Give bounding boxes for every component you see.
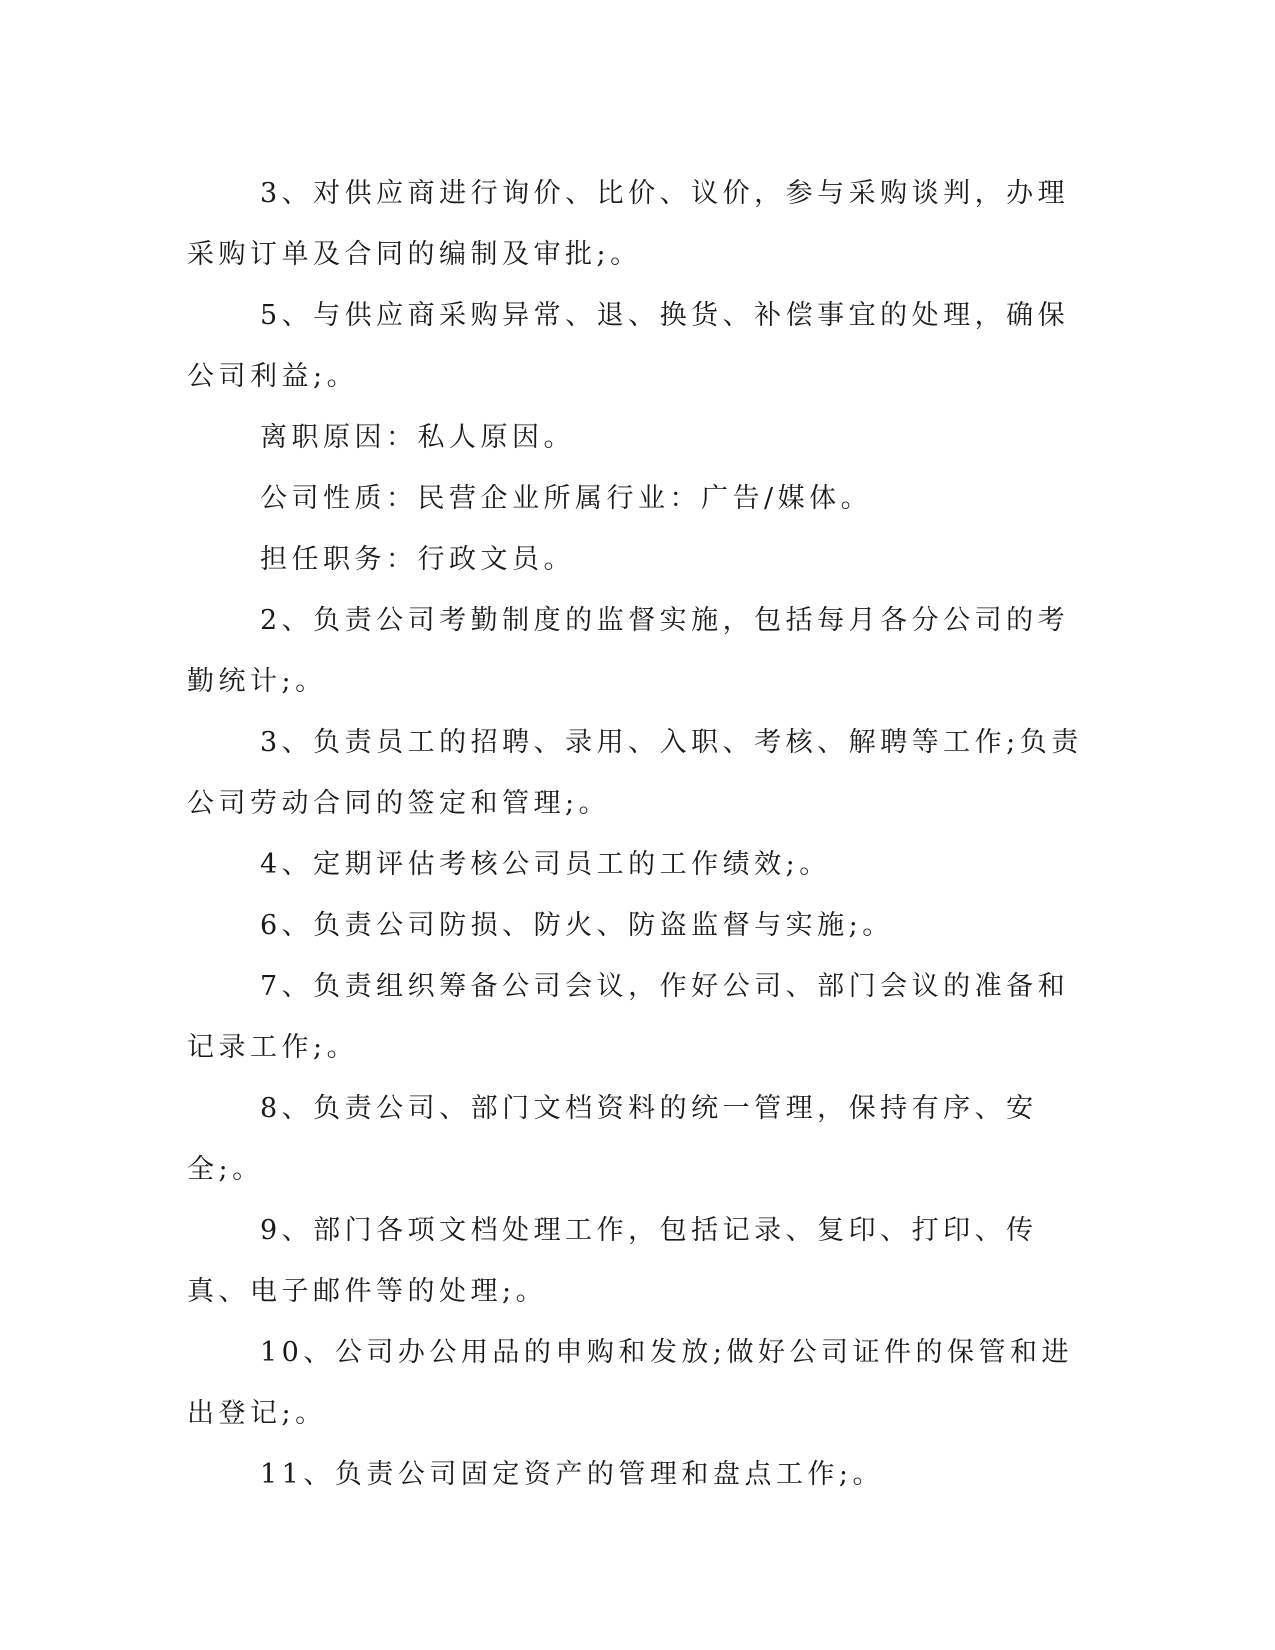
paragraph-purchase-negotiation: 3、对供应商进行询价、比价、议价，参与采购谈判，办理采购订单及合同的编制及审批;。 xyxy=(187,178,1070,270)
paragraph-meetings: 7、负责组织筹备公司会议，作好公司、部门会议的准备和记录工作;。 xyxy=(187,971,1070,1063)
paragraph-recruitment: 3、负责员工的招聘、录用、入职、考核、解聘等工作;负责公司劳动合同的签定和管理;。 xyxy=(187,727,1083,819)
paragraph-fixed-assets: 11、负责公司固定资产的管理和盘点工作;。 xyxy=(260,1459,884,1490)
paragraph-attendance: 2、负责公司考勤制度的监督实施，包括每月各分公司的考勤统计;。 xyxy=(187,605,1070,697)
paragraph-archives: 8、负责公司、部门文档资料的统一管理，保持有序、安全;。 xyxy=(187,1093,1038,1185)
paragraph-position: 担任职务：行政文员。 xyxy=(260,544,575,575)
paragraph-security: 6、负责公司防损、防火、防盗监督与实施;。 xyxy=(260,910,894,941)
paragraph-document-processing: 9、部门各项文档处理工作，包括记录、复印、打印、传真、电子邮件等的处理;。 xyxy=(187,1215,1038,1307)
document-body xyxy=(187,163,1087,1505)
paragraph-office-supplies: 10、公司办公用品的申购和发放;做好公司证件的保管和进出登记;。 xyxy=(187,1337,1073,1429)
paragraph-performance: 4、定期评估考核公司员工的工作绩效;。 xyxy=(260,849,831,880)
paragraph-leaving-reason: 离职原因：私人原因。 xyxy=(260,422,575,453)
paragraph-supplier-exceptions: 5、与供应商采购异常、退、换货、补偿事宜的处理，确保公司利益;。 xyxy=(187,300,1070,392)
paragraph-company-nature: 公司性质：民营企业所属行业：广告/媒体。 xyxy=(260,483,873,514)
